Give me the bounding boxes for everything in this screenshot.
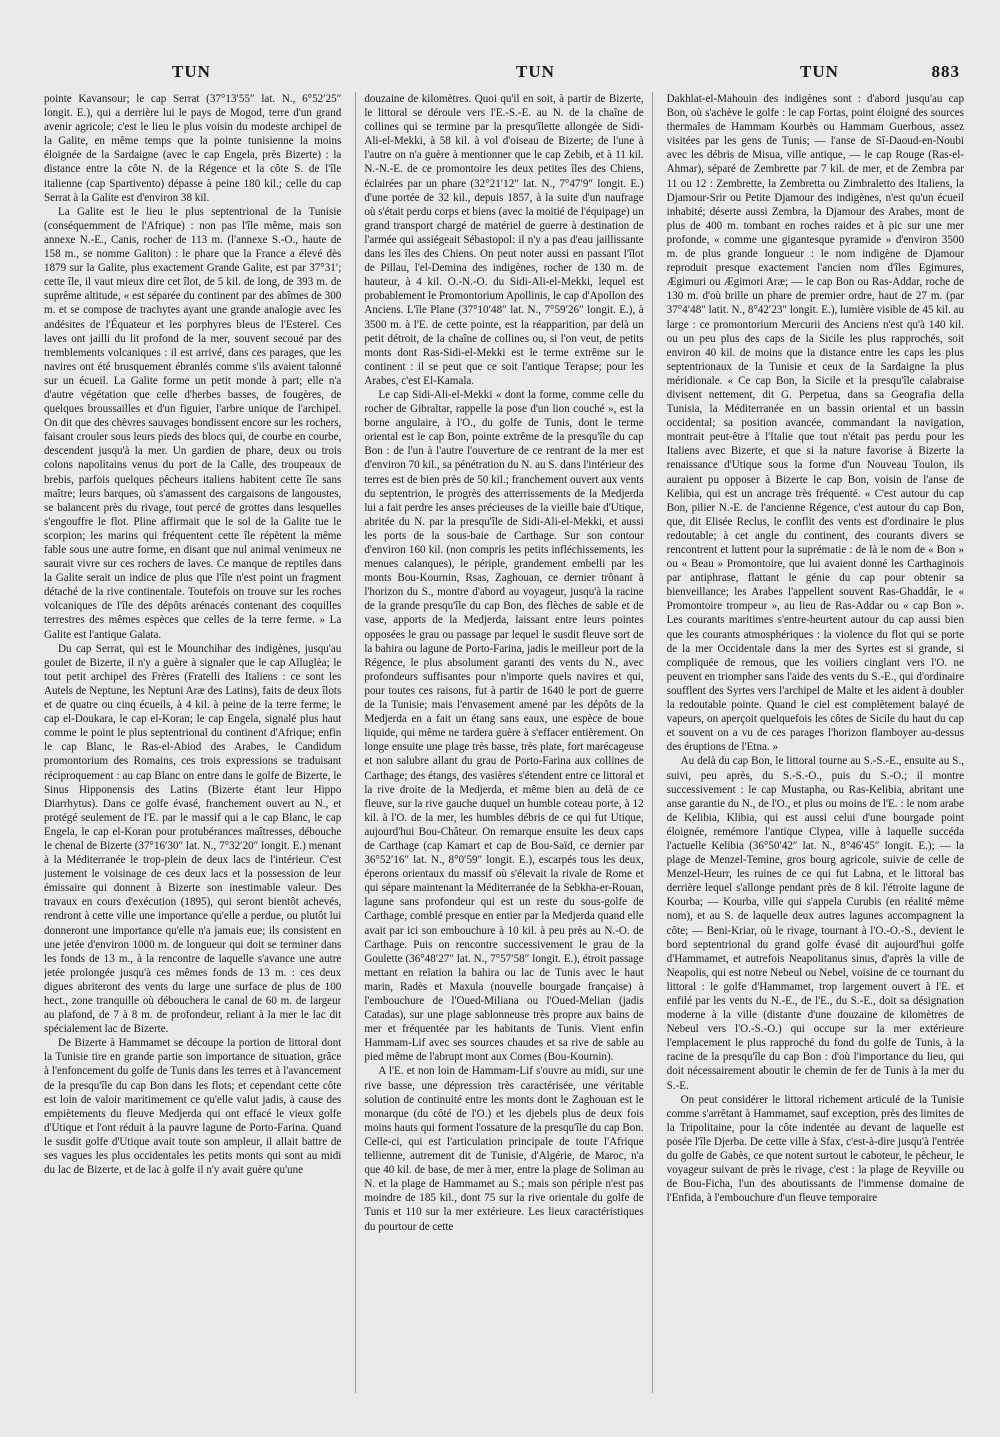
- paragraph: pointe Kavansour; le cap Serrat (37°13′55″ lat. N., 6°52′25″ longit. E.), qui a derrière lui le pays de Mogod, terre d'un grand avenir agricole; c'est le lieu le plus voisin du modeste archipel de la Galite, en même temps que la pointe tunisienne la moins éloignée de la Sardaigne (avec le cap Engela, près Bizerte) : la distance entre la côte N. de la Régence et la côte S. de l'île italienne (cap Spartivento) dépasse à peine 180 kil.; celle du cap Serrat à la Galite est d'environ 38 kil.: [44, 93, 342, 204]
- header-center-word: TUN: [516, 62, 555, 81]
- paragraph: Au delà du cap Bon, le littoral tourne au S.-S.-E., ensuite au S., suivi, peu après, du S.-S.-O., puis du S.-O.; il montre successivement : le cap Mustapha, ou Ras-Kelibia, abritant une anse garantie du N., de l'O., et plus ou moins de l'E. : le nom arabe de Kelibia, Klibia, qui est aussi celui d'une bourgade point éloignée, remémore l'antique Clypea, ville à laquelle succéda l'actuelle Kelibia (36°50′42″ lat. N., 8°46′45″ longit. E.); — la plage de Menzel-Temine, gros bourg agricole, suivie de celle de Menzel-Heurr, les ruines de ce qui fut Labna, et le littoral bas derrière lequel s'allonge pendant près de 8 kil. l'étroite lagune de Kourba; — Kourba, ville qui s'appela Curubis (en réalité même nom), et au S. de laquelle deux autres lagunes accompagnent la côte; — Beni-Kriar, où le rivage, tournant à l'O.-O.-S., devient le bord septentrional du grand golfe évasé dit aujourd'hui golfe d'Hammamet, et autrefois Neapolitanus sinus, d'après la ville de Neapolis, qui est notre Nebeul ou Nebel, voisine de ce tournant du littoral : le golfe d'Hammamet, trop largement ouvert à l'E. et enfilé par les vents du N.-E., de l'E., du S.-E., doit sa désignation moderne à la ville (distante d'une douzaine de kilomètres de Nebeul vers l'O.-S.-O.) qui occupe sur la mer extérieure l'emplacement le plus rapproché du fond du golfe de Tunis, à la racine de la presqu'île du cap Bon : d'où l'importance du lieu, qui doit nécessairement aboutir le chemin de fer de Tunis à la mer du S.-E.: [666, 755, 964, 1092]
- paragraph: La Galite est le lieu le plus septentrional de la Tunisie (conséquemment de l'Afrique) : non pas l'île même, mais son annexe N.-E., Canis, rocher de 113 m. (l'annexe S.-O., haute de 158 m., se nomme Galiton) : le phare que la France a élevé dès 1879 sur la Galite, plus exactement Grande Galite, est par 37°31′; cette île, il vaut mieux dire cet îlot, de 5 kil. de long, de 393 m. de suprême altitude, « est séparée du continent par des abîmes de 300 m. et se compose de trachytes ayant une grande analogie avec les andésites de l'Équateur et les porphyres bleus de l'Esterel. Ces laves ont jailli du lit profond de la mer, souvent secoué par des tremblements volcaniques : il est arrivé, dans ces parages, que les navires ont été brusquement ébranlés comme s'ils avaient talonné sur un écueil. La Galite forme un petit monde à part; elle n'a d'autre végétation que celle d'herbes basses, de fougères, de quelques broussailles et d'un figuier, l'arbre unique de l'archipel. On dit que des chèvres sauvages bondissent encore sur les rochers, faisant crouler sous leurs pieds des blocs qui, de courbe en courbe, descendent jusqu'à la mer. Un gardien de phare, deux ou trois colons napolitains venus du port de la Calle, des troupeaux de brebis, parfois quelques pêcheurs italiens habitent cette île sans maître; leurs barques, où s'amassent des cargaisons de langoustes, se balancent près du rivage, tout percé de grottes dans lesquelles s'engouffre le flot. Pline affirmait que le sol de la Galite tue le scorpion; les marins qui fréquentent cette île répètent la même fable sous une autre forme, en disant que nul animal venimeux ne saurait vivre sur ces rochers de laves. Ce manque de reptiles dans la Galite serait un indice de plus que l'île n'est point un fragment détaché de la rive continentale. Toutefois on trouve sur les roches volcaniques de l'île des dépôts arénacés contenant des coquilles terrestres des mêmes espèces que celles de la terre ferme. » La Galite est l'antique Galata.: [44, 205, 342, 641]
- paragraph: On peut considérer le littoral richement articulé de la Tunisie comme s'arrêtant à Hammamet, sauf exception, près des limites de la Tripolitaine, pour la côte indentée au devant de laquelle est posée l'île Djerba. De cette ville à Sfax, c'est-à-dire jusqu'à l'entrée du golfe de Gabès, ce que notent surtout le caboteur, le pêcheur, le voyageur suivant de près le rivage, c'est : la plage de Reyville ou de Bou-Ficha, l'un des aboutissants de l'immense domaine de l'Enfida, à l'embouchure d'un fleuve temporaire: [666, 1093, 964, 1205]
- column-middle: [355, 92, 652, 1393]
- column-right: [667, 92, 964, 1393]
- paragraph: Le cap Sidi-Ali-el-Mekki « dont la forme, comme celle du rocher de Gibraltar, rappelle la pose d'un lion couché », est la borne angulaire, à l'O., du golfe de Tunis, dont le terme oriental est le cap Bon, pointe extrême de la presqu'île du cap Bon : de l'un à l'autre l'ouverture de ce rentrant de la mer est d'environ 70 kil., sa pénétration du N. au S. dans l'intérieur des terres est de bien près de 50 kil.; franchement ouvert aux vents du septentrion, le progrès des atterrissements de la Medjerda lui a fait perdre les anses précieuses de la vieille baie d'Utique, abritée du N. par la presqu'île de Sidi-Ali-el-Mekki, et aussi les ports de la sous-baie de Carthage. Sur son contour d'environ 160 kil. (non compris les petits infléchissements, les menues calanques), le périple, grandement embelli par les monts Bou-Kournin, Rsas, Zaghouan, ce dernier trônant à l'horizon du S., montre d'abord au voyageur, jusqu'à la racine de la grande presqu'île du cap Bon, des flèches de sable et de vase, apports de la Medjerda, laissant entre leurs pointes opposées le grau ou passage par lequel le susdit fleuve sort de la bahira ou lagune de Porto-Farina, jadis le meilleur port de la Régence, le plus absolument garanti des vents du N., avec profondeurs suffisantes pour n'importe quels navires et qui, pour toutes ces raisons, fut à partir de 1640 le port de guerre de la Tunisie; mais l'envasement amené par les dépôts de la Medjerda en a fait un étang sans eaux, une espèce de boue liquide, qui même ne tardera guère à s'effacer entièrement. On longe ensuite une plage très basse, très plate, fort marécageuse et non salubre allant du grau de Porto-Farina aux collines de Carthage; des étangs, des vasières s'étendent entre ce littoral et la rive droite de la Medjerda, et même bien au delà de ce fleuve, sur la rive gauche duquel un humble coteau porte, à 12 kil. à l'O. de la mer, les humbles débris de ce qui fut Utique, aujourd'hui Bou-Châteur. On remarque ensuite les deux caps de Carthage (cap Kamart et cap de Bou-Saïd, ce dernier par 36°52′16″ lat. N., 8°0′59″ longit. E.), escarpés tous les deux, éperons orientaux du massif où s'élevait la rivale de Rome et qui sépare maintenant la Méditerranée de la Sebkha-er-Rouan, lagune sans profondeur qui est un reste du sous-golfe de Carthage, comblé presque en entier par la Medjerda quand elle avait par ici son embouchure à 10 kil. à peu près au N.-O. de Carthage. Puis on rencontre successivement le grau de la Goulette (36°48′27″ lat. N., 7°57′58″ longit. E.), étroit passage mettant en relation la bahira ou lac de Tunis avec le haut marin, Radès et Maxula (nouvelle bourgade française) à l'embouchure de l'Oued-Miliana ou l'Oued-Melian (jadis Catadas), sur une plage sablonneuse très propre aux bains de mer et fréquentée par les habitants de Tunis. Vient enfin Hammam-Lif avec ses sources chaudes et sa rive de sable au pied même de l'abrupt mont aux Cornes (Bou-Kournin).: [364, 388, 644, 1064]
- paragraph: douzaine de kilomètres. Quoi qu'il en soit, à partir de Bizerte, le littoral se déroule vers l'E.-S.-E. au N. de la chaîne de collines qui se termine par la presqu'îlette allongée de Sidi-Ali-el-Mekki, à 58 kil. à vol d'oiseau de Bizerte; de l'une à l'autre on n'a guère à mentionner que le cap Zebib, et à 11 kil. N.-N.-E. de ce promontoire les deux petites îles des Chiens, éclairées par un phare (32°21′12″ lat. N., 7°47′9″ longit. E.) d'une portée de 32 kil., depuis 1857, à la suite d'un naufrage où s'était perdu corps et biens (avec la moitié de l'équipage) un grand transport chargé de matériel de guerre à destination de l'armée qui assiégeait Sébastopol: il n'y a pas d'eau jaillissante dans les îles des Chiens. On peut noter aussi en passant l'îlot de Pillau, l'el-Demina des indigènes, rocher de 130 m. de hauteur, à 4 kil. O.-N.-O. du Sidi-Ali-el-Mekki, lequel est probablement le Promontorium Apollinis, le cap d'Apollon des Anciens. L'île Plane (37°10′48″ lat. N., 7°59′26″ longit. E.), à 3500 m. à l'E. de cette pointe, est la réapparition, par delà un petit détroit, de la chaîne de collines ou, si l'on veut, de petits monts dont Ras-Sidi-el-Mekki est le terme extrême sur le continent : il se peut que ce soit l'antique Terapse; pour les Arabes, c'est El-Kamala.: [364, 93, 644, 387]
- running-header: [44, 62, 960, 84]
- paragraph: De Bizerte à Hammamet se découpe la portion de littoral dont la Tunisie tire en grande partie son importance de situation, grâce à l'enfoncement du golfe de Tunis dans les terres et à l'avancement de la presqu'île du cap Bon dans les flots; et cependant cette côte est loin de valoir maritimement ce qu'elle valut jadis, à cause des empiètements du fleuve Medjerda qui ont effacé le vieux golfe d'Utique et l'ont réduit à la pauvre lagune de Porto-Farina. Quand le susdit golfe d'Utique avait toute son ampleur, il allait battre de ses vagues les plus occidentales les petits monts qui sont au midi du lac de Bizerte, et de lac à golfe il n'y avait guère qu'une: [44, 1037, 342, 1177]
- header-left-word: TUN: [172, 62, 211, 81]
- column-left: [44, 92, 341, 1393]
- paragraph: Du cap Serrat, qui est le Mounchihar des indigènes, jusqu'au goulet de Bizerte, il n'y a guère à signaler que le cap Alluglèa; le tout petit archipel des Frères (Fratelli des Italiens : ce sont les Autels de Neptune, les Neptuni Aræ des Latins), faits de deux îlots et de quatre ou cinq écueils, à 4 kil. à peine de la terre ferme; le cap el-Doukara, le cap el-Koran; le cap Engela, signalé plus haut comme le point le plus septentrional du continent d'Afrique; enfin le cap Blanc, le Ras-el-Abiod des Arabes, le Candidum promontorium des Romains, ces trois expressions se traduisant réciproquement : au cap Blanc on entre dans le golfe de Bizerte, le Sinus Hipponensis des Latins (Bizerte étant leur Hippo Diarrhytus). Dans ce golfe évasé, franchement ouvert au N., et protégé seulement de l'E. par le massif qui a le cap Blanc, le cap Engela, le cap el-Koran pour protubérances maîtresses, débouche le chenal de Bizerte (37°16′30″ lat. N., 7°32′20″ longit. E.) menant à la Méditerranée le trop-plein de deux lacs de l'intérieur. C'est justement le voisinage de ces deux lacs et la possession de leur émissaire qui donnent à Bizerte son inestimable valeur. Des travaux en cours d'exécution (1895), qui seront bientôt achevés, rendront à cette ville une importance qu'elle a perdue, ou plutôt lui donneront une importance qu'elle n'a jamais eue; ils consistent en une jetée d'environ 1000 m. de longueur qui doit se terminer dans les fonds de 13 m., à la rencontre de laquelle s'avance une autre jetée prolongée jusqu'à ces mêmes fonds de 13 m. : ces deux digues abriteront des vents du large une surface de plus de 100 hect., zone tranquille où débouchera le canal de 60 m. de largeur au plafond, de 7 à 8 m. de profondeur, reliant à la mer le lac dit spécialement lac de Bizerte.: [44, 642, 342, 1036]
- header-right-word: TUN: [800, 62, 839, 81]
- page-number: 883: [931, 62, 960, 81]
- paragraph: Dakhlat-el-Mahouin des indigènes sont : d'abord jusqu'au cap Bon, où s'achève le golfe : le cap Fortas, point éloigné des sources thermales de Hammam Kourbès ou Hammam Guerbous, assez visitées par les gens de Tunis; — l'anse de Sî-Daoud-en-Noubi avec les débris de Misua, ville antique, — le cap Rouge (Ras-el-Ahmar), séparé de Zembrette par 7 kil. de mer, et de Zembra par 11 ou 12 : Zembrette, la Zembretta ou Zimbraletto des Italiens, la Djamour-Srir ou Petite Djamour des indigènes, n'est qu'un écueil inhabité; déserte aussi Zembra, la Djamour des Arabes, mont de plus de 400 m. tombant en roches raides et à pic sur une mer profonde, « comme une gigantesque pyramide » d'environ 3500 m. de plus grande longueur : le nom indigène de Djamour reproduit presque exactement l'ancien nom d'îles Egimures, Ægimuri ou Ægimori Aræ; — le cap Bon ou Ras-Addar, roche de 130 m. d'où brille un phare de premier ordre, haut de 27 m. (par 37°4′48″ latit. N., 8°42′23″ longit. E.), lumière visible de 45 kil. au large : ce promontorium Mercurii des Anciens n'est qu'à 140 kil. ou un peu plus des caps de la Sicile les plus rapprochés, soit environ 40 kil. de moins que la distance entre les caps les plus septentrionaux de la Tunisie et ceux de la Sardaigne la plus méridionale. « Ce cap Bon, la Sicile et la presqu'île calabraise divisent nettement, dit G. Perpetua, dans sa Geografia della Tunisia, la Méditerranée en un bassin oriental et un bassin occidental; sa position avancée, commandant la navigation, montrait peut-être à l'Italie que tout n'était pas perdu pour les Italiens avec Bizerte, et que si la nature favorise à Bizerte la renaissance d'Utique sous la forme d'un Nouveau Toulon, ils auraient pu opposer à Bizerte le cap Bon, voisin de l'anse de Kelibia, qui est un ancrage très fréquenté. « C'est autour du cap Bon, pilier N.-E. de l'ancienne Régence, c'est autour du cap Bon, que, dit Elisée Reclus, le conflit des vents est d'ordinaire le plus redoutable; à cet angle du continent, des courants divers se rencontrent et luttent pour la suprématie : de là le nom de « Bon » ou « Beau » Promontoire, que lui avaient donné les Carthaginois par antiphrase, flattant le génie du cap pour obtenir sa bienveillance; les Arabes l'appellent souvent Ras-Ghaddâr, le « Promontoire trompeur », au lieu de Ras-Addar ou « cap Bon ». Les courants maritimes s'entre-heurtent autour du cap aussi bien que les courants atmosphériques : la violence du flot qui se porte de la mer Occidentale dans la mer des Syrtes est si grande, si compliquée de remous, que les voiliers cinglant vers l'O. ne peuvent en triompher sans l'aide des vents du S.-E., qui d'ordinaire soufflent des Syrtes vers l'archipel de Malte et les aident à doubler la redoutable pointe. Quand le ciel est complètement balayé de vapeurs, on aperçoit quelquefois les côtes de Sicile du haut du cap et souvent on a vu de ces parages l'horizon flamboyer au-dessus des éruptions de l'Etna. »: [666, 93, 964, 754]
- paragraph: A l'E. et non loin de Hammam-Lif s'ouvre au midi, sur une rive basse, une dépression très caractérisée, une véritable solution de continuité entre les monts dont le Zaghouan est le monarque (du côté de l'O.) et les djebels plus de deux fois moins hauts qui forment l'ossature de la presqu'île du cap Bon. Celle-ci, qui est l'articulation principale de toute l'Afrique tellienne, autrement dit de Tunisie, d'Algérie, de Maroc, n'a que 40 kil. de base, de mer à mer, entre la plage de Soliman au N. et la plage de Hammamet au S.; mais son périple n'est pas moindre de 185 kil., dont 75 sur la rive orientale du golfe de Tunis et 110 sur la mer extérieure. Les lieux caractéristiques du pourtour de cette: [364, 1065, 644, 1233]
- text-columns: [44, 92, 964, 1393]
